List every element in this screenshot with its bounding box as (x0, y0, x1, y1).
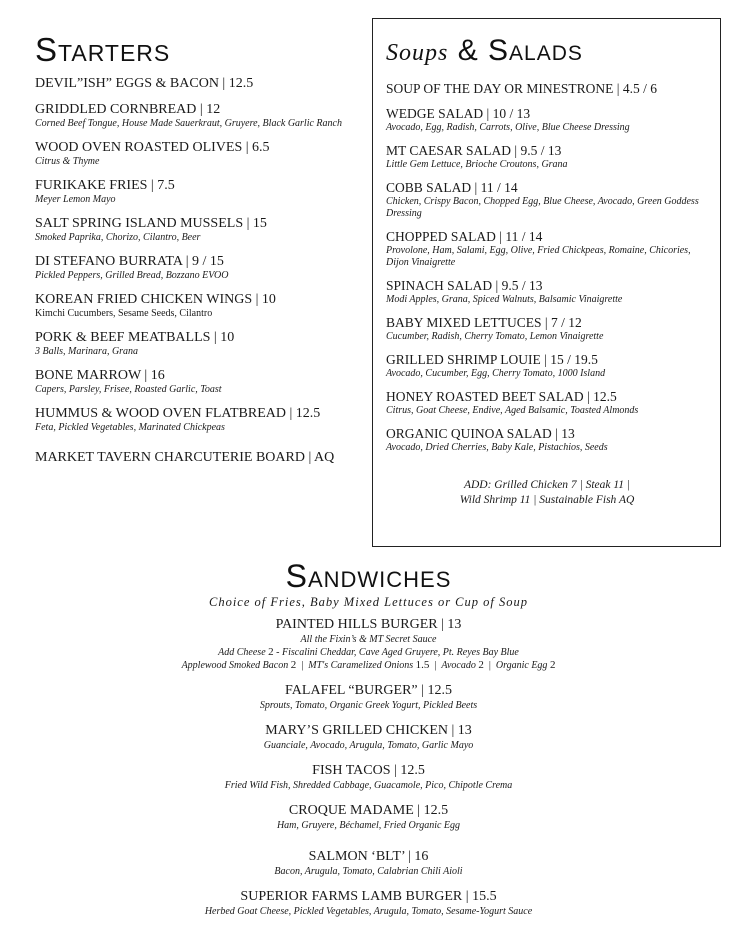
item-name: CROQUE MADAME | 12.5 (288, 803, 449, 818)
item-description: Cucumber, Radish, Cherry Tomato, Lemon Vinaigrette (386, 331, 604, 342)
item-description: Kimchi Cucumbers, Sesame Seeds, Cilantro (35, 308, 213, 319)
menu-item (386, 278, 708, 306)
item-name: FALAFEL “BURGER” | 12.5 (285, 683, 452, 698)
item-description: Capers, Parsley, Frisee, Roasted Garlic, Toast (35, 384, 222, 395)
item-name: WEDGE SALAD | 10 / 13 (386, 106, 531, 121)
soups-title-rest: & Salads (457, 34, 583, 67)
item-name: MARY’S GRILLED CHICKEN | 13 (265, 723, 472, 738)
item-description: Sprouts, Tomato, Organic Greek Yogurt, Pickled Beets (259, 700, 478, 711)
item-name: ORGANIC QUINOA SALAD | 13 (386, 426, 575, 441)
add-ons-line: ADD: Grilled Chicken 7 | Steak 11 | (463, 479, 631, 491)
menu-item (35, 254, 370, 282)
menu-item (0, 763, 737, 792)
option-detail: - Fiscalini Cheddar, Cave Aged Gruyere, Pt. Reyes Bay Blue (276, 647, 519, 658)
item-name: FURIKAKE FRIES | 7.5 (35, 178, 175, 193)
option-label: Organic Egg (495, 660, 548, 671)
menu-item (0, 803, 737, 832)
burger-cheese-options (0, 646, 737, 659)
option-price: 2 (290, 659, 297, 671)
sandwiches-title: Sandwiches (285, 558, 452, 594)
menu-item (35, 368, 370, 396)
menu-item (0, 723, 737, 752)
item-name: GRILLED SHRIMP LOUIE | 15 / 19.5 (386, 352, 598, 367)
item-name: PAINTED HILLS BURGER | 13 (275, 617, 462, 632)
item-name: DEVIL”ISH” EGGS & BACON | 12.5 (35, 76, 254, 91)
item-name: HUMMUS & WOOD OVEN FLATBREAD | 12.5 (35, 406, 321, 421)
item-description: Avocado, Cucumber, Egg, Cherry Tomato, 1000 Island (386, 368, 606, 379)
item-name: SPINACH SALAD | 9.5 / 13 (386, 278, 543, 293)
item-name: SALT SPRING ISLAND MUSSELS | 15 (35, 216, 267, 231)
menu-item (0, 889, 737, 918)
item-description: Feta, Pickled Vegetables, Marinated Chickpeas (35, 422, 225, 433)
item-name: COBB SALAD | 11 / 14 (386, 180, 518, 195)
menu-item (386, 426, 708, 454)
option-label: Avocado (441, 660, 476, 671)
item-description: All the Fixin’s & MT Secret Sauce (300, 634, 437, 645)
menu-item (35, 140, 370, 168)
sandwiches-subtitle: Choice of Fries, Baby Mixed Lettuces or Cup of Soup (208, 595, 528, 609)
item-description: Provolone, Ham, Salami, Egg, Olive, Fried Chickpeas, Romaine, Chicories, Dijon Vinaigrette (386, 245, 691, 268)
menu-item (0, 849, 737, 878)
item-description: Fried Wild Fish, Shredded Cabbage, Guacamole, Pico, Chipotle Crema (224, 780, 513, 791)
soups-title-italic: Soups (386, 40, 449, 66)
item-name: SUPERIOR FARMS LAMB BURGER | 15.5 (240, 889, 497, 904)
item-name: BABY MIXED LETTUCES | 7 / 12 (386, 315, 582, 330)
starters-title: Starters (35, 31, 171, 68)
item-description: Little Gem Lettuce, Brioche Croutons, Grana (386, 159, 568, 170)
item-name: GRIDDLED CORNBREAD | 12 (35, 102, 221, 117)
item-name: SOUP OF THE DAY OR MINESTRONE | 4.5 / 6 (386, 81, 657, 96)
menu-item (386, 389, 708, 417)
menu-item (35, 450, 370, 466)
soups-salads-section (372, 18, 721, 547)
item-description: Herbed Goat Cheese, Pickled Vegetables, Arugula, Tomato, Sesame-Yogurt Sauce (204, 906, 533, 917)
menu-item (0, 617, 737, 672)
menu-item (386, 81, 708, 97)
item-description: 3 Balls, Marinara, Grana (35, 346, 139, 357)
item-name: BONE MARROW | 16 (35, 368, 165, 383)
option-label: MT's Caramelized Onions (308, 660, 414, 671)
item-description: Modi Apples, Grana, Spiced Walnuts, Balsamic Vinaigrette (386, 294, 623, 305)
menu-item (35, 216, 370, 244)
item-description: Avocado, Dried Cherries, Baby Kale, Pistachios, Seeds (386, 442, 608, 453)
burger-addon-options: Applewood Smoked Bacon 2 | MT's Caramelized Onions 1.5 | Avocado 2 | Organic Egg 2 (181, 659, 556, 671)
item-description: Citrus, Goat Cheese, Endive, Aged Balsamic, Toasted Almonds (386, 405, 639, 416)
menu-item (386, 143, 708, 171)
item-name: KOREAN FRIED CHICKEN WINGS | 10 (35, 292, 276, 307)
option-price: 1.5 (415, 659, 430, 671)
item-description: Ham, Gruyere, Béchamel, Fried Organic Egg (276, 820, 461, 831)
menu-item (386, 229, 708, 269)
starters-section (35, 30, 370, 476)
option-label: Applewood Smoked Bacon (181, 660, 289, 671)
item-name: WOOD OVEN ROASTED OLIVES | 6.5 (35, 140, 270, 155)
item-description: Bacon, Arugula, Tomato, Calabrian Chili Aioli (274, 866, 463, 877)
menu-item (35, 76, 370, 92)
menu-item (386, 352, 708, 380)
item-description: Pickled Peppers, Grilled Bread, Bozzano EVOO (35, 270, 229, 281)
item-description: Smoked Paprika, Chorizo, Cilantro, Beer (35, 232, 201, 243)
menu-item (35, 292, 370, 320)
sandwiches-section (0, 558, 737, 929)
add-ons-note (386, 478, 708, 508)
menu-item (35, 102, 370, 130)
item-description: Guanciale, Avocado, Arugula, Tomato, Garlic Mayo (263, 740, 474, 751)
item-name: FISH TACOS | 12.5 (312, 763, 425, 778)
item-name: MT CAESAR SALAD | 9.5 / 13 (386, 143, 562, 158)
item-description: Corned Beef Tongue, House Made Sauerkraut, Gruyere, Black Garlic Ranch (35, 118, 342, 129)
item-name: SALMON ‘BLT’ | 16 (308, 849, 429, 864)
option-price: 2 (478, 659, 484, 671)
option-price: 2 (549, 659, 556, 671)
menu-item (386, 180, 708, 220)
option-label: Add Cheese (218, 647, 266, 658)
item-description: Avocado, Egg, Radish, Carrots, Olive, Blue Cheese Dressing (386, 122, 630, 133)
menu-item (386, 106, 708, 134)
option-price: 2 (268, 646, 274, 658)
menu-item (386, 315, 708, 343)
item-description: Chicken, Crispy Bacon, Chopped Egg, Blue Cheese, Avocado, Green Goddess Dressing (386, 196, 699, 219)
menu-item (0, 683, 737, 712)
item-name: DI STEFANO BURRATA | 9 / 15 (35, 254, 224, 269)
item-description: Meyer Lemon Mayo (35, 194, 116, 205)
menu-item (35, 406, 370, 434)
soups-salads-title (386, 33, 708, 71)
item-name: PORK & BEEF MEATBALLS | 10 (35, 330, 235, 345)
item-description: Citrus & Thyme (35, 156, 100, 167)
menu-item (35, 330, 370, 358)
menu-item (35, 178, 370, 206)
item-name: HONEY ROASTED BEET SALAD | 12.5 (386, 389, 617, 404)
item-name: MARKET TAVERN CHARCUTERIE BOARD | AQ (35, 450, 335, 465)
add-ons-line: Wild Shrimp 11 | Sustainable Fish AQ (459, 494, 635, 506)
item-name: CHOPPED SALAD | 11 / 14 (386, 229, 543, 244)
